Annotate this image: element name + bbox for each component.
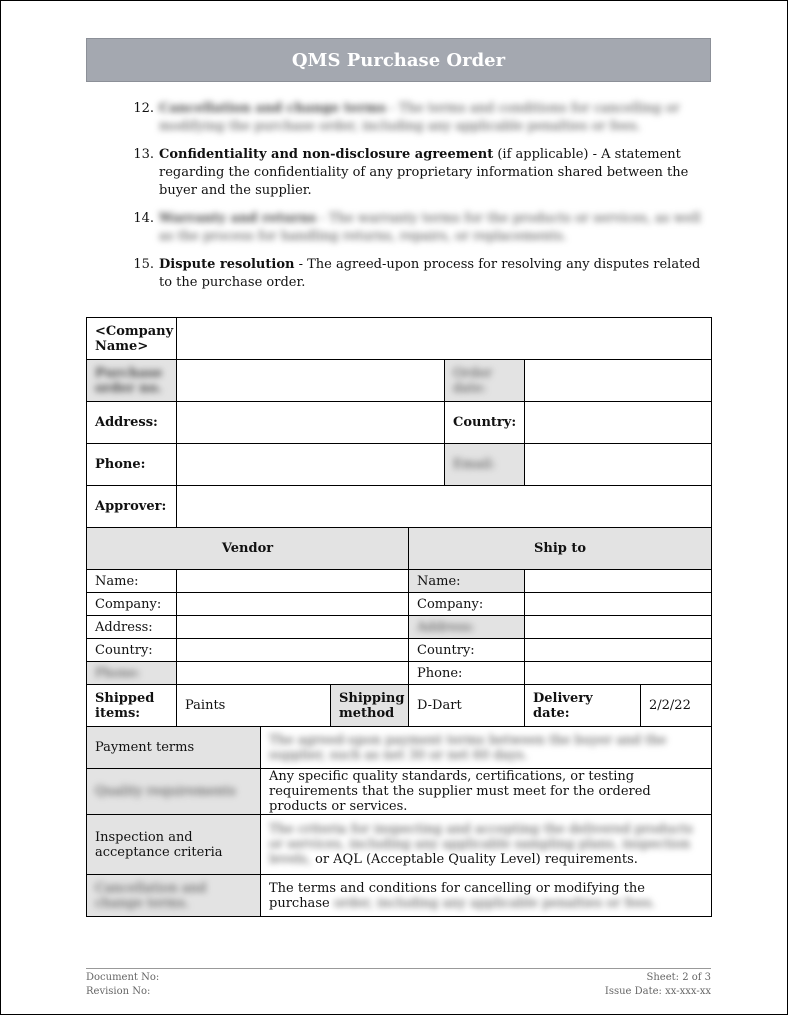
order-date-label: Order date:: [445, 360, 525, 402]
issue-date: Issue Date: xx-xxx-xx: [604, 986, 711, 997]
delivery-date-label: Delivery date:: [525, 685, 641, 727]
list-item-title: Dispute resolution: [159, 257, 295, 272]
list-item-text: - The agreed-upon process for resolving any disputes related to the purchase order.: [159, 257, 701, 290]
ship-name-label: Name:: [409, 570, 525, 593]
vendor-company-label: Company:: [87, 593, 177, 616]
document-title-banner: [86, 38, 711, 82]
list-number: 13.: [133, 147, 154, 162]
footer-left: [86, 971, 159, 999]
shipped-items-value[interactable]: Paints: [177, 685, 331, 727]
vendor-company-field[interactable]: [177, 593, 409, 616]
cancellation-terms-label: Cancellation and change terms.: [87, 875, 261, 917]
list-number: 15.: [133, 257, 154, 272]
list-item-text-blurred: Warranty and returns - The warranty terms for the products or services, as well as the process for handling returns, repairs, or replacements.: [159, 211, 701, 244]
vendor-address-label: Address:: [87, 616, 177, 639]
list-item: [130, 256, 710, 292]
vendor-name-label: Name:: [87, 570, 177, 593]
ship-country-field[interactable]: [525, 639, 712, 662]
document-number: Document No:: [86, 972, 160, 983]
po-number-label: Purchase order no.: [87, 360, 177, 402]
company-name-field[interactable]: [177, 318, 712, 360]
numbered-list: [130, 100, 710, 302]
ship-phone-label: Phone:: [409, 662, 525, 685]
inspection-criteria-label: Inspection and acceptance criteria: [87, 815, 261, 875]
ship-phone-field[interactable]: [525, 662, 712, 685]
vendor-name-field[interactable]: [177, 570, 409, 593]
ship-name-field[interactable]: [525, 570, 712, 593]
vendor-address-field[interactable]: [177, 616, 409, 639]
email-label: Email:: [445, 444, 525, 486]
footer-right: [605, 971, 711, 999]
phone-label: Phone:: [87, 444, 177, 486]
inspection-criteria-value[interactable]: The criteria for inspecting and accepting the delivered products or services, including any applicable sampling plans, inspection levels, or AQL (Acceptable Quality Level) requirements.: [261, 815, 712, 875]
vendor-phone-label: Phone:: [87, 662, 177, 685]
ship-address-label: Address:: [409, 616, 525, 639]
email-field[interactable]: [525, 444, 712, 486]
vendor-header: Vendor: [87, 528, 409, 570]
approver-label: Approver:: [87, 486, 177, 528]
payment-terms-label: Payment terms: [87, 727, 261, 769]
country-field[interactable]: [525, 402, 712, 444]
shipping-method-value[interactable]: D-Dart: [409, 685, 525, 727]
ship-company-field[interactable]: [525, 593, 712, 616]
vendor-phone-field[interactable]: [177, 662, 409, 685]
vendor-country-field[interactable]: [177, 639, 409, 662]
page-footer: [86, 968, 711, 997]
address-field[interactable]: [177, 402, 445, 444]
list-item-text: (if applicable) - A statement regarding the confidentiality of any proprietary information shared between the buyer and the supplier.: [159, 147, 689, 198]
approver-field[interactable]: [177, 486, 712, 528]
phone-field[interactable]: [177, 444, 445, 486]
ship-address-field[interactable]: [525, 616, 712, 639]
shipping-method-label: Shipping method: [331, 685, 409, 727]
purchase-order-form: [86, 317, 712, 917]
list-item-text-blurred: Cancellation and change terms - The terms and conditions for cancelling or modifying the purchase order, including any applicable penalties or fees.: [159, 101, 680, 134]
ship-country-label: Country:: [409, 639, 525, 662]
cancellation-terms-value[interactable]: The terms and conditions for cancelling or modifying the purchase order, including any applicable penalties or fees.: [261, 875, 712, 917]
payment-terms-value[interactable]: The agreed-upon payment terms between the buyer and the supplier, such as net 30 or net 60 days.: [261, 727, 712, 769]
company-name-label: <Company Name>: [87, 318, 177, 360]
delivery-date-value[interactable]: 2/2/22: [641, 685, 712, 727]
order-date-field[interactable]: [525, 360, 712, 402]
country-label: Country:: [445, 402, 525, 444]
list-item-title: Confidentiality and non-disclosure agreement: [159, 147, 494, 162]
list-item: [130, 146, 710, 200]
document-title: QMS Purchase Order: [291, 49, 506, 71]
list-number: 14.: [133, 211, 154, 226]
quality-requirements-label: Quality requirements: [87, 769, 261, 815]
revision-number: Revision No:: [86, 986, 151, 997]
po-number-field[interactable]: [177, 360, 445, 402]
list-item: [130, 210, 710, 246]
quality-requirements-value[interactable]: Any specific quality standards, certifications, or testing requirements that the supplier must meet for the ordered products or services.: [261, 769, 712, 815]
ship-company-label: Company:: [409, 593, 525, 616]
ship-to-header: Ship to: [409, 528, 712, 570]
address-label: Address:: [87, 402, 177, 444]
sheet-number: Sheet: 2 of 3: [646, 972, 711, 983]
list-number: 12.: [133, 101, 154, 116]
vendor-country-label: Country:: [87, 639, 177, 662]
list-item: [130, 100, 710, 136]
shipped-items-label: Shipped items:: [87, 685, 177, 727]
